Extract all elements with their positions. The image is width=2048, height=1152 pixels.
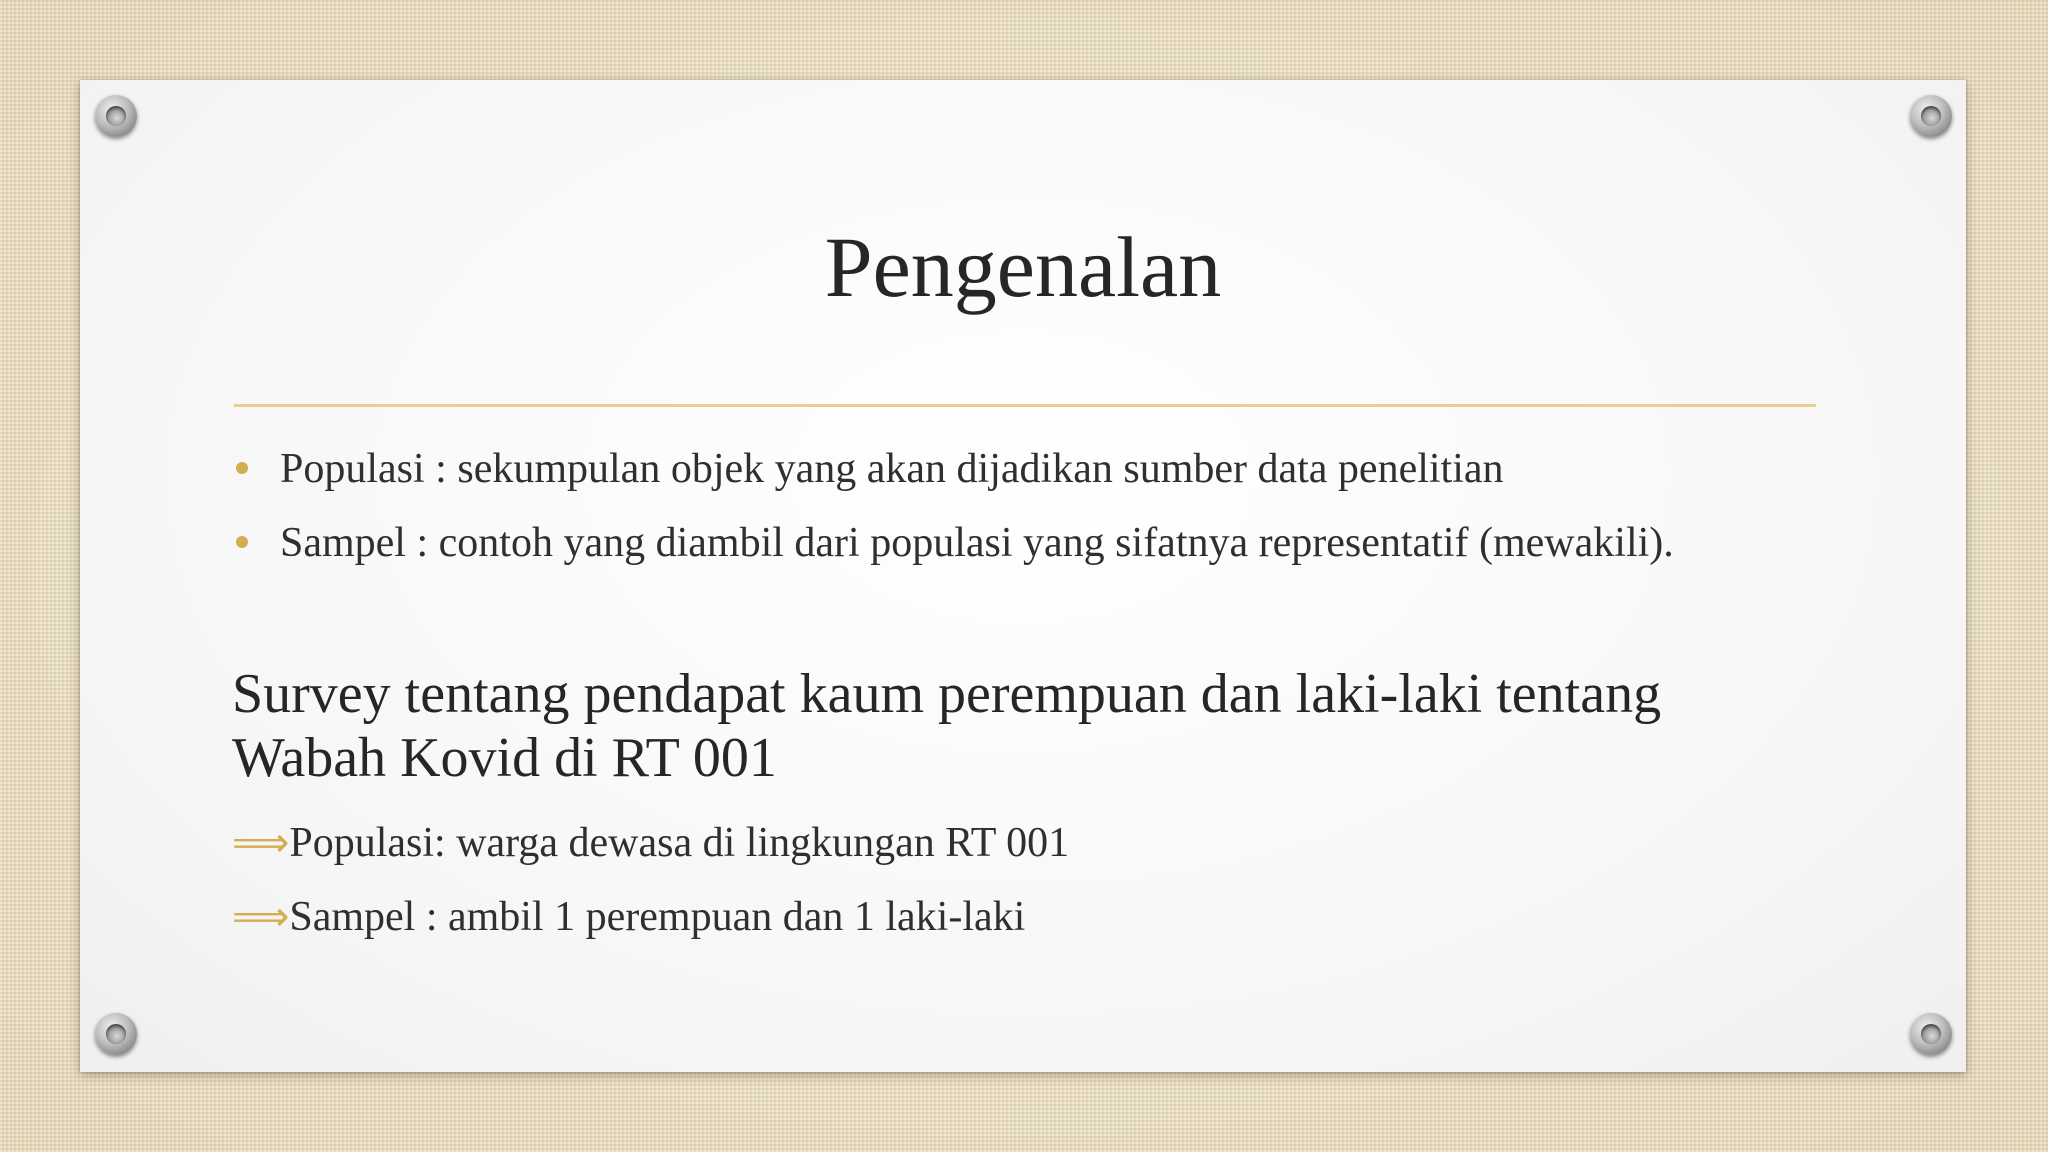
grommet-icon: [95, 95, 137, 137]
grommet-icon: [95, 1013, 137, 1055]
grommet-icon: [1910, 95, 1952, 137]
double-arrow-icon: ⟹: [232, 894, 290, 940]
arrow-item-text: Sampel : ambil 1 perempuan dan 1 laki-laki: [289, 894, 1026, 940]
bullet-text: Populasi : sekumpulan objek yang akan dijadikan sumber data penelitian: [280, 446, 1504, 492]
slide-title: Pengenalan: [824, 219, 1222, 315]
survey-heading-line: Wabah Kovid di RT 001: [232, 727, 777, 789]
grommet-icon: [1910, 1013, 1952, 1055]
bullet-icon: [236, 462, 248, 474]
arrow-item-text: Populasi: warga dewasa di lingkungan RT 001: [289, 820, 1070, 866]
definition-list: [234, 432, 1674, 580]
list-item: [232, 880, 1069, 954]
list-item: [234, 506, 1674, 580]
bullet-text: Sampel : contoh yang diambil dari populasi yang sifatnya representatif (mewakili).: [280, 520, 1674, 566]
title-divider: [234, 404, 1816, 407]
example-list: [232, 806, 1069, 954]
double-arrow-icon: ⟹: [232, 820, 290, 866]
survey-heading-line: Survey tentang pendapat kaum perempuan dan laki-laki tentang: [232, 663, 1662, 725]
list-item: [234, 432, 1674, 506]
list-item: [232, 806, 1069, 880]
survey-heading: [232, 662, 1792, 790]
bullet-icon: [236, 536, 248, 548]
